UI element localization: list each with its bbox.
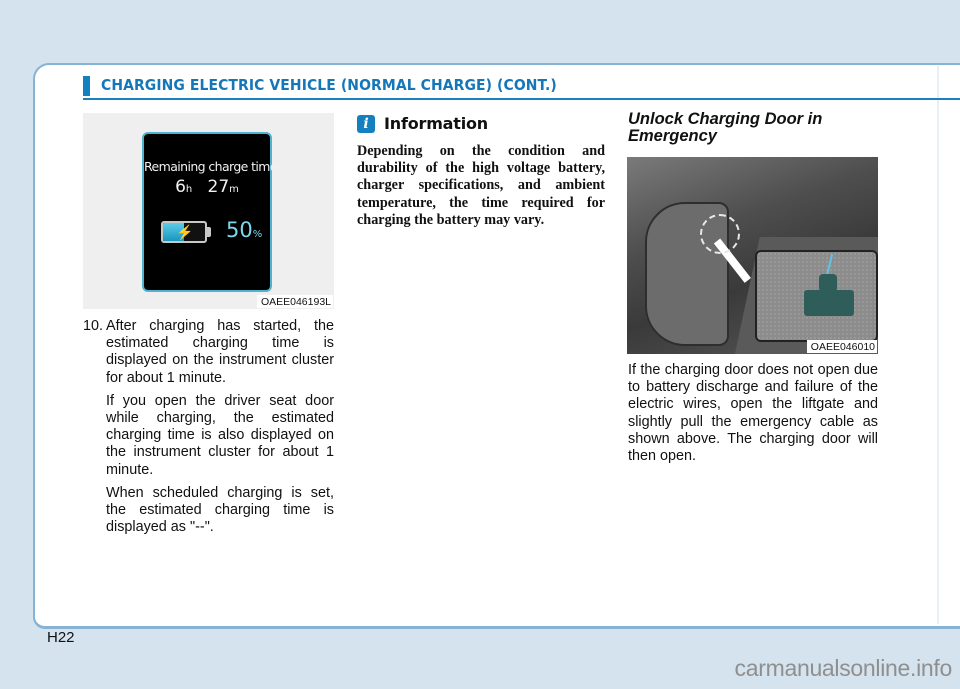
battery-terminal — [207, 227, 211, 237]
step-item — [83, 318, 334, 387]
remaining-charge-label: Remaining charge time — [144, 159, 277, 174]
percent-unit: % — [252, 229, 263, 240]
callout-circle — [700, 214, 740, 254]
emergency-cable-inset — [755, 250, 878, 342]
release-handle-tag — [804, 290, 854, 316]
section-title: CHARGING ELECTRIC VEHICLE (NORMAL CHARGE) (CONT.) — [101, 76, 557, 94]
header-accent-bar — [83, 76, 90, 96]
figure-code: OAEE046010 — [807, 340, 877, 353]
hours-unit: h — [185, 184, 193, 195]
step-note: When scheduled charging is set, the estimated charging time is displayed as "--". — [106, 484, 334, 536]
instrument-cluster-display — [142, 132, 277, 292]
page-number: H22 — [47, 629, 75, 646]
watermark: carmanualsonline.info — [734, 655, 952, 681]
battery-charging-icon — [161, 221, 207, 243]
remaining-charge-time — [144, 177, 270, 197]
info-icon: i — [357, 115, 375, 133]
minutes-value: 27 — [207, 177, 230, 197]
lightning-bolt-icon: ⚡ — [176, 224, 194, 240]
minutes-unit: m — [229, 184, 239, 195]
liftgate-cable-figure — [627, 157, 878, 354]
battery-percent — [226, 218, 262, 242]
subsection-title: Unlock Charging Door in Emergency — [628, 110, 823, 145]
step-text: After charging has started, the estimated charging time is displayed on the instrument cluster for about 1 minute. — [106, 318, 334, 386]
column-divider — [937, 66, 939, 624]
emergency-unlock-text: If the charging door does not open due to battery discharge and failure of the electric wires, open the liftgate and slightly pull the emergency cable as shown above. The charging door will then open. — [628, 362, 878, 465]
step-instructions — [83, 318, 334, 536]
information-heading — [357, 114, 488, 133]
information-title: Information — [384, 114, 488, 133]
hours-value: 6 — [175, 177, 186, 197]
figure-code: OAEE046193L — [257, 295, 333, 308]
step-note: If you open the driver seat door while charging, the estimated charging time is also displayed on the instrument cluster for about 1 minute. — [106, 392, 334, 478]
information-body: Depending on the condition and durability of the high voltage battery, charger specifications, and ambient temperature, the time required for charging the battery may vary. — [357, 143, 605, 228]
section-header — [83, 76, 960, 100]
battery-percent-value: 50 — [226, 218, 253, 242]
cluster-figure — [83, 113, 334, 309]
step-number: 10. — [83, 318, 104, 334]
